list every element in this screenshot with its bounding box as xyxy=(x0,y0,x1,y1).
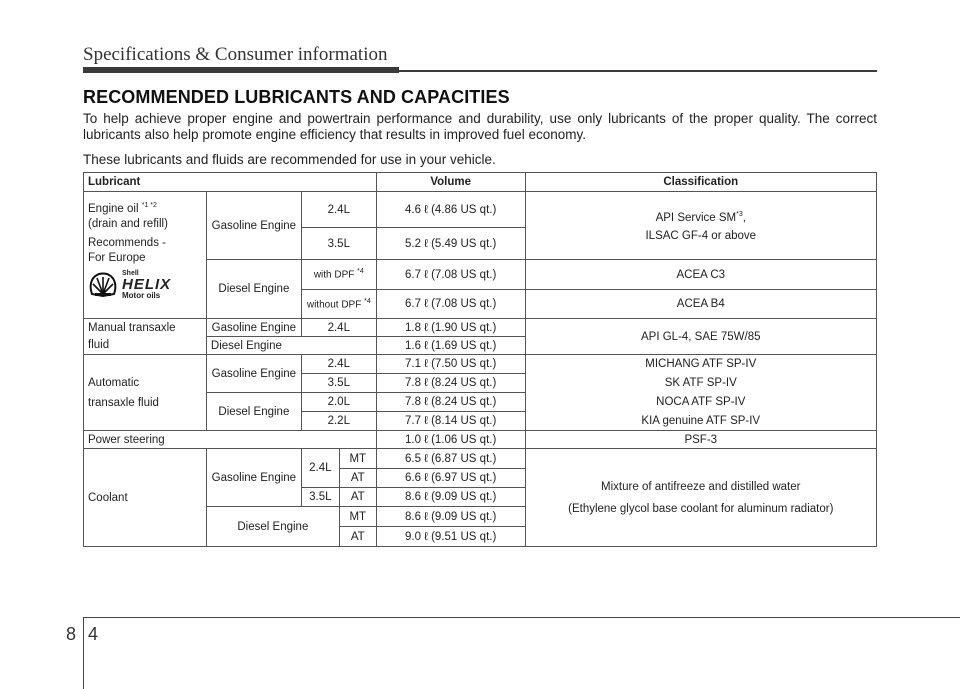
trans-cell: AT xyxy=(339,527,376,547)
volume-cell: 7.8 ℓ (8.24 US qt.) xyxy=(376,393,525,412)
footer-divider xyxy=(83,618,84,689)
automatic-label-1: Automatic xyxy=(88,376,140,389)
volume-cell: 6.7 ℓ (7.08 US qt.) xyxy=(376,290,525,319)
trans-cell: AT xyxy=(339,488,376,507)
volume-cell: 6.6 ℓ (6.97 US qt.) xyxy=(376,469,525,488)
volume-cell: 8.6 ℓ (9.09 US qt.) xyxy=(376,488,525,507)
dpf-footnote: *4 xyxy=(357,268,364,276)
volume-cell: 7.7 ℓ (8.14 US qt.) xyxy=(376,412,525,431)
page-number: 4 xyxy=(88,624,99,644)
coolant-gasoline: Gasoline Engine xyxy=(206,449,301,507)
classification-cell: ACEA C3 xyxy=(525,260,876,290)
volume-cell: 9.0 ℓ (9.51 US qt.) xyxy=(376,527,525,547)
table-row xyxy=(84,192,877,228)
automatic-gasoline: Gasoline Engine xyxy=(206,355,301,393)
volume-cell: 6.5 ℓ (6.87 US qt.) xyxy=(376,449,525,469)
coolant-diesel: Diesel Engine xyxy=(206,507,339,547)
coolant-disp-24: 2.4L xyxy=(301,449,339,488)
manual-label-2: fluid xyxy=(84,337,207,355)
engine-oil-diesel: Diesel Engine xyxy=(206,260,301,319)
spec-cell: 3.5L xyxy=(301,374,376,393)
automatic-label xyxy=(84,355,207,431)
spec-cell xyxy=(301,260,376,290)
gas-class-2: ILSAC GF-4 or above xyxy=(645,229,757,242)
volume-cell: 4.6 ℓ (4.86 US qt.) xyxy=(376,192,525,228)
dpf-label: with DPF xyxy=(313,269,358,281)
spec-cell: 2.4L xyxy=(301,355,376,374)
coolant-class-1: Mixture of antifreeze and distilled water xyxy=(601,480,801,493)
manual-classification: API GL-4, SAE 75W/85 xyxy=(525,319,876,355)
power-steering-label: Power steering xyxy=(84,431,377,449)
page-header-title: Specifications & Consumer information xyxy=(83,44,388,65)
section-title: RECOMMENDED LUBRICANTS AND CAPACITIES xyxy=(83,87,510,107)
volume-cell: 1.6 ℓ (1.69 US qt.) xyxy=(376,337,525,355)
trans-cell: MT xyxy=(339,507,376,527)
shell-helix-logo xyxy=(88,270,203,300)
header-rule xyxy=(399,70,877,72)
engine-oil-gasoline: Gasoline Engine xyxy=(206,192,301,260)
volume-cell: 6.7 ℓ (7.08 US qt.) xyxy=(376,260,525,290)
header-bar xyxy=(83,67,399,73)
logo-name: HELIX xyxy=(122,275,172,293)
header-volume: Volume xyxy=(376,173,525,192)
classification-cell: SK ATF SP-IV xyxy=(525,374,876,393)
engine-cell: Gasoline Engine xyxy=(206,319,301,337)
engine-oil-cell xyxy=(84,192,207,319)
volume-cell: 8.6 ℓ (9.09 US qt.) xyxy=(376,507,525,527)
engine-oil-footnote: *1 *2 xyxy=(141,202,157,209)
table-header-row xyxy=(84,173,877,192)
dpf-footnote: *4 xyxy=(364,297,371,305)
spec-cell: 3.5L xyxy=(301,228,376,260)
page-section-number: 8 xyxy=(66,624,77,644)
table-row xyxy=(84,431,877,449)
volume-cell: 5.2 ℓ (5.49 US qt.) xyxy=(376,228,525,260)
intro-paragraph: To help achieve proper engine and powertrain performance and durability, use only lubricants of the proper quality. The correct lubricants also help promote engine efficiency that results in improved fuel economy. xyxy=(83,111,877,142)
table-row xyxy=(84,319,877,337)
gas-class-footnote: *3 xyxy=(736,211,743,219)
header-classification: Classification xyxy=(525,173,876,192)
logo-sub: Motor oils xyxy=(122,290,161,300)
lubricants-table xyxy=(83,172,877,547)
engine-oil-gas-classification xyxy=(525,192,876,260)
gas-class-1: API Service SM xyxy=(655,211,737,224)
gas-class-comma: , xyxy=(742,211,746,224)
engine-oil-label: Engine oil xyxy=(88,202,142,215)
header-lubricant: Lubricant xyxy=(84,173,377,192)
volume-cell: 1.8 ℓ (1.90 US qt.) xyxy=(376,319,525,337)
for-europe-label: For Europe xyxy=(88,251,146,264)
volume-cell: 7.1 ℓ (7.50 US qt.) xyxy=(376,355,525,374)
coolant-class-2: (Ethylene glycol base coolant for aluminum radiator) xyxy=(568,502,834,515)
table-row xyxy=(84,449,877,469)
shell-icon xyxy=(88,272,118,298)
trans-cell: AT xyxy=(339,469,376,488)
trans-cell: MT xyxy=(339,449,376,469)
intro-paragraph-2: These lubricants and fluids are recommended for use in your vehicle. xyxy=(83,152,496,167)
spec-cell xyxy=(301,290,376,319)
spec-cell: 2.0L xyxy=(301,393,376,412)
manual-label-1: Manual transaxle xyxy=(84,319,207,337)
classification-cell: ACEA B4 xyxy=(525,290,876,319)
automatic-diesel: Diesel Engine xyxy=(206,393,301,431)
spec-cell: 2.4L xyxy=(301,192,376,228)
classification-cell: PSF-3 xyxy=(525,431,876,449)
logo-brand: Shell xyxy=(122,269,139,277)
footer-rule xyxy=(83,617,960,618)
automatic-label-2: transaxle fluid xyxy=(88,396,159,409)
spec-cell: 2.4L xyxy=(301,319,376,337)
volume-cell: 7.8 ℓ (8.24 US qt.) xyxy=(376,374,525,393)
classification-cell: MICHANG ATF SP-IV xyxy=(525,355,876,374)
table-row xyxy=(84,355,877,374)
dpf-label: without DPF xyxy=(306,299,365,311)
volume-cell: 1.0 ℓ (1.06 US qt.) xyxy=(376,431,525,449)
coolant-disp-35: 3.5L xyxy=(301,488,339,507)
engine-cell: Diesel Engine xyxy=(206,337,376,355)
recommends-label: Recommends - xyxy=(88,236,166,249)
coolant-label: Coolant xyxy=(84,449,207,547)
engine-oil-sublabel: (drain and refill) xyxy=(88,217,168,230)
coolant-classification xyxy=(525,449,876,547)
classification-cell: NOCA ATF SP-IV xyxy=(525,393,876,412)
classification-cell: KIA genuine ATF SP-IV xyxy=(525,412,876,431)
spec-cell: 2.2L xyxy=(301,412,376,431)
